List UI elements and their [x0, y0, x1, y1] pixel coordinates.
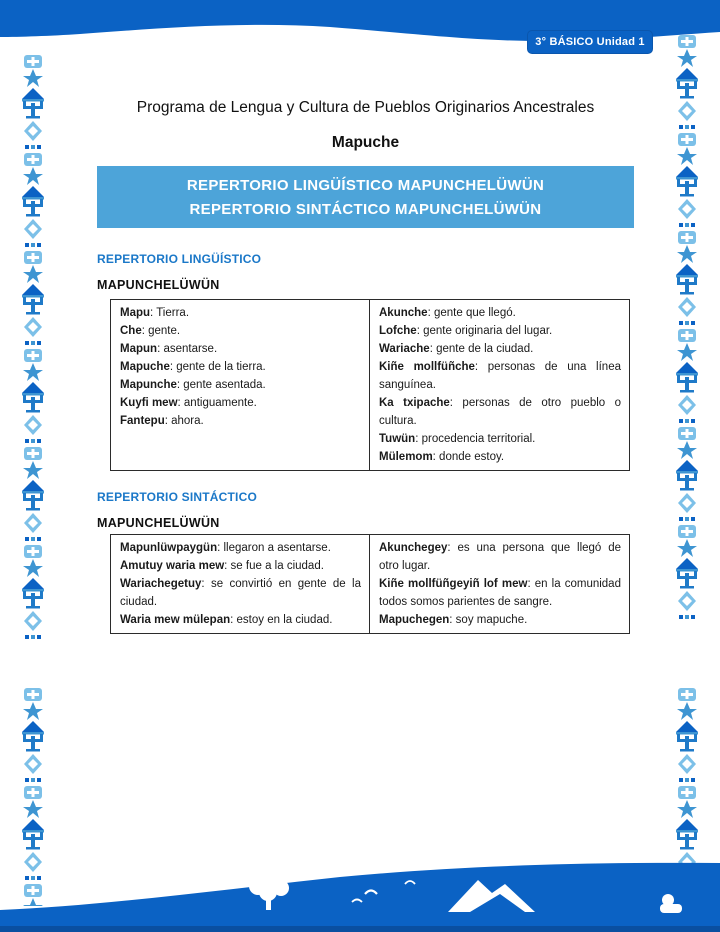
- table-column-left: [111, 535, 370, 633]
- vocab-entry: Mapunlüwpaygün: llegaron a asentarse.: [120, 542, 331, 554]
- vocab-entry: Mülemom: donde estoy.: [379, 451, 505, 463]
- table-column-right: [370, 535, 629, 633]
- vocab-entry: Kiñe mollfüñgeyiñ lof mew: en la comunidad todos somos parientes de sangre.: [379, 578, 621, 608]
- unit-badge-label: 3° BÁSICO Unidad 1: [535, 36, 645, 48]
- vocab-entry: Amutuy waria mew: se fue a la ciudad.: [120, 560, 324, 572]
- vocab-entry: Che: gente.: [120, 325, 181, 337]
- table-column-right: [370, 300, 629, 470]
- vocab-entry: Mapuchegen: soy mapuche.: [379, 614, 528, 626]
- program-subtitle: Mapuche: [331, 134, 400, 151]
- right-ornament-border-icon: [672, 688, 702, 868]
- section-heading-sintactico: REPERTORIO SINTÁCTICO: [97, 490, 257, 504]
- title-box-line1: REPERTORIO LINGÜÍSTICO MAPUNCHELÜWÜN: [186, 176, 545, 194]
- footer-landscape-illustration: [0, 860, 720, 932]
- vocab-entry: Kiñe mollfüñche: personas de una línea sanguínea.: [379, 361, 621, 391]
- section-heading-linguistico: REPERTORIO LINGÜÍSTICO: [97, 252, 262, 266]
- vocab-entry: Ka txipache: personas de otro pueblo o cultura.: [379, 397, 621, 427]
- vocabulary-table-sintactico: [110, 534, 630, 634]
- table-column-left: [111, 300, 370, 470]
- title-box-line2: REPERTORIO SINTÁCTICO MAPUNCHELÜWÜN: [189, 200, 542, 218]
- vocab-entry: Wariache: gente de la ciudad.: [379, 343, 534, 355]
- vocab-entry: Tuwün: procedencia territorial.: [379, 433, 536, 445]
- vocab-entry: Waria mew mülepan: estoy en la ciudad.: [120, 614, 333, 626]
- vocab-entry: Lofche: gente originaria del lugar.: [379, 325, 553, 337]
- unit-badge: [527, 30, 653, 54]
- left-ornament-border-icon: [18, 55, 48, 640]
- vocab-entry: Mapunche: gente asentada.: [120, 379, 266, 391]
- vocabulary-table-linguistico: [110, 299, 630, 471]
- vocab-entry: Akunchegey: es una persona que llegó de otro lugar.: [379, 542, 621, 572]
- vocab-entry: Kuyfi mew: antiguamente.: [120, 397, 257, 409]
- vocab-entry: Wariachegetuy: se convirtió en gente de la ciudad.: [120, 578, 361, 608]
- section-subheading-linguistico: MAPUNCHELÜWÜN: [97, 278, 220, 292]
- vocab-entry: Mapuche: gente de la tierra.: [120, 361, 266, 373]
- vocab-entry: Akunche: gente que llegó.: [379, 307, 516, 319]
- repertoire-title-box: [97, 166, 634, 228]
- vocab-entry: Mapu: Tierra.: [120, 307, 190, 319]
- program-title: Programa de Lengua y Cultura de Pueblos Originarios Ancestrales: [136, 99, 595, 116]
- vocab-entry: Mapun: asentarse.: [120, 343, 218, 355]
- section-subheading-sintactico: MAPUNCHELÜWÜN: [97, 516, 220, 530]
- vocab-entry: Fantepu: ahora.: [120, 415, 204, 427]
- right-ornament-border-icon: [672, 35, 702, 635]
